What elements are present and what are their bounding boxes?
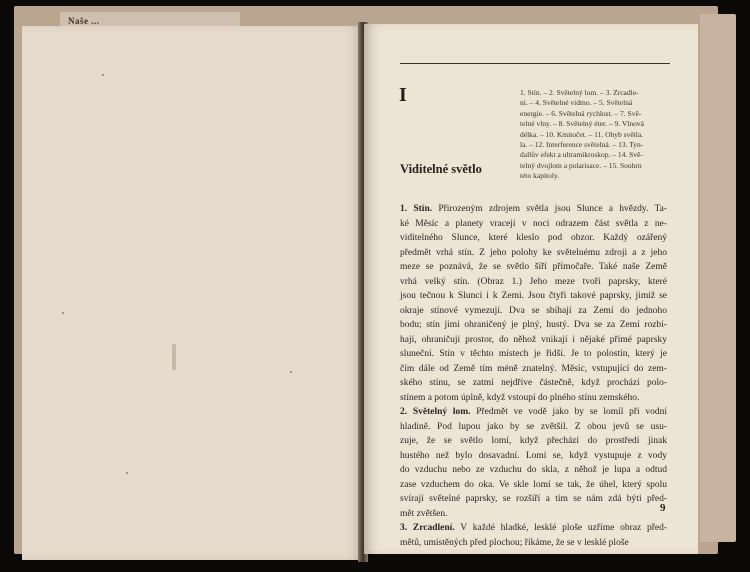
chapter-contents — [520, 88, 667, 182]
body-line — [400, 347, 667, 362]
body-line — [400, 231, 667, 246]
body-line-text: předmět vrhá stín. Z jeho polohy ke světelnému zdroji a z jeho — [400, 247, 667, 258]
body-line — [400, 405, 667, 420]
page-speck — [126, 472, 128, 474]
contents-line: 1. Stín. – 2. Světelný lom. – 3. Zrcadle- — [520, 88, 639, 97]
body-line — [400, 260, 667, 275]
body-line-text: čím dále od Země tím méně znatelný. Měsíc, vstupující do zem- — [400, 363, 667, 374]
body-line — [400, 521, 667, 536]
body-line-text: hají, ohraničují prostor, do něhož vnikají i nějaké přímé paprsky — [400, 334, 667, 345]
page-speck — [62, 312, 64, 314]
body-line — [400, 202, 667, 217]
body-line-text: hustého než bylo dosavadní. Lomí se, když vystupuje z vody — [400, 450, 667, 461]
body-line-text: viditelného Slunce, které kleslo pod obzor. Každý ozářený — [400, 233, 667, 243]
chapter-rule — [400, 63, 670, 64]
body-line-text: vrhá velký stín. (Obraz 1.) Jeho meze tvoří paprsky, které — [400, 276, 667, 287]
page-stain — [172, 344, 176, 370]
body-line-text: zase vzduchem do oka. Ve skle lomí se tak, že úhel, který spolu — [400, 479, 667, 490]
bookmark-tab-text: Naše ... — [68, 16, 100, 26]
body-line-text: V každé hladké, lesklé ploše uzříme obraz před- — [454, 523, 667, 533]
chapter-body-text — [400, 202, 667, 550]
contents-line: délka. – 10. Kmitočet. – 11. Ohyb světla. — [520, 129, 644, 139]
body-line — [400, 318, 667, 333]
body-line — [400, 362, 667, 377]
body-line-text: okraje stínové vymezují. Dva se sbíhají za Zemí do jednoho — [400, 305, 667, 316]
body-line-text: sluneční. Stín v těchto místech je řidší. Je to polostín, který je — [400, 349, 667, 359]
body-line — [400, 507, 667, 522]
body-line — [400, 434, 667, 449]
body-line-text: hladině. Pod lupou jako by se zvětšil. Z obou jevů se usu- — [400, 421, 667, 432]
chapter-number: I — [399, 84, 407, 106]
body-line — [400, 275, 667, 290]
body-line — [400, 492, 667, 507]
contents-line: energie. – 6. Světelná rychlost. – 7. Svě- — [520, 108, 642, 118]
body-line — [400, 289, 667, 304]
body-line-text: ského stínu, se zatmí nejdříve částečně, když prochází polo- — [400, 378, 667, 388]
body-line-text: zuje, že se světlo lomí, když přechází do prostředí jinak — [400, 436, 667, 446]
contents-line: dallův efekt a ultramikroskop. – 14. Svě- — [520, 150, 643, 160]
section-heading: 3. Zrcadlení. — [400, 523, 455, 533]
body-line — [400, 536, 667, 551]
left-page-blank — [22, 26, 363, 560]
body-line — [400, 420, 667, 435]
book-edge — [700, 14, 736, 542]
contents-line: telné vlny. – 8. Světelný éter. – 9. Vlnová — [520, 119, 644, 129]
body-line — [400, 376, 667, 391]
contents-line: ní. – 4. Světelné vidmo. – 5. Světelná — [520, 98, 633, 108]
body-line — [400, 246, 667, 261]
body-line-text: Přirozeným zdrojem světla jsou Slunce a hvězdy. Ta- — [432, 204, 667, 214]
body-line — [400, 449, 667, 464]
page-speck — [290, 371, 292, 373]
body-line-text: do vzduchu nebo ze vzduchu do skla, z něhož je lupa a odtud — [400, 465, 667, 475]
page-speck — [102, 74, 104, 76]
contents-line: této kapitoly. — [520, 171, 560, 181]
page-number: 9 — [660, 502, 666, 514]
body-line — [400, 333, 667, 348]
contents-line: la. – 12. Interference světelná. – 13. Tyn- — [520, 140, 644, 150]
section-heading: 1. Stín. — [400, 204, 433, 214]
contents-line: telný dvojlom a polarisace. – 15. Souhrn — [520, 160, 642, 170]
body-line-text: bodu; stín jimi ohraničený je plný, hustý. Dva se za Zemí rozbí- — [400, 320, 667, 330]
body-line-text: ké Měsíc a planety vracejí v noci odrazem část světla z ne- — [400, 218, 667, 229]
section-heading: 2. Světelný lom. — [400, 407, 471, 417]
right-page — [364, 24, 698, 554]
body-line — [400, 304, 667, 319]
body-line — [400, 391, 667, 406]
body-line-text: Předmět ve vodě jako by se lomil při vodní — [470, 407, 667, 417]
body-line-text: meze se poznává, že se světlo šíří přímočaře. Také naše Země — [400, 262, 667, 272]
body-line — [400, 217, 667, 232]
body-line — [400, 478, 667, 493]
body-line-text: jsou tečnou k Slunci i k Zemi. Jsou čtyři takové paprsky, jimiž se — [400, 291, 667, 301]
body-line — [400, 463, 667, 478]
body-line-text: mět zvětšen. — [400, 508, 448, 519]
body-line-text: svírají světelné paprsky, se rozšíří a tím se nám zdá býti před- — [400, 494, 667, 504]
chapter-title: Viditelné světlo — [400, 162, 482, 176]
body-line-text: mětů, umístěných před plochou; říkáme, že se v lesklé ploše — [400, 537, 629, 548]
body-line-text: stínem a potom úplně, když vstoupí do plného stínu zemského. — [400, 392, 640, 403]
